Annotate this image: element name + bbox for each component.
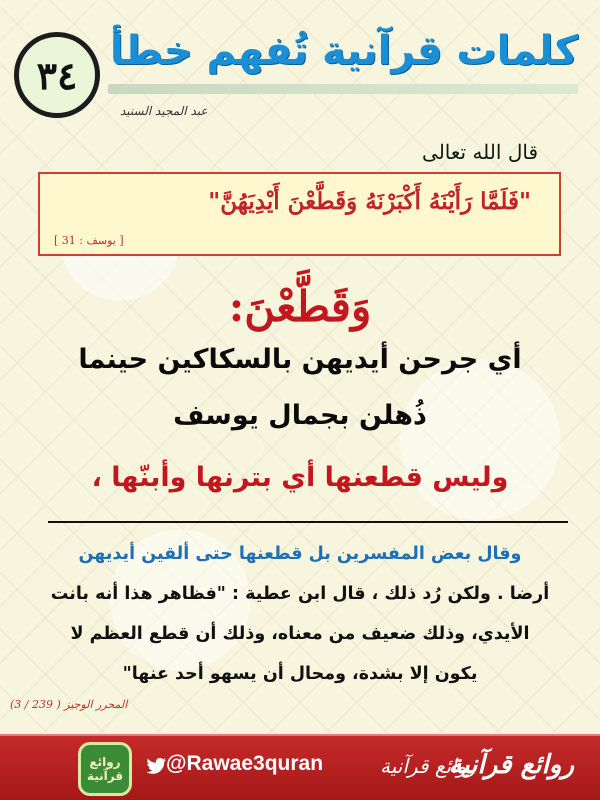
quote-line-2: أرضا . ولكن رُد ذلك ، قال ابن عطية : "فظاهر هذا أنه بانت (50, 584, 550, 604)
brand-name: روائع قرآنية (448, 750, 574, 780)
footer-bar (0, 734, 600, 800)
twitter-handle[interactable]: @Rawae3quran (166, 752, 324, 775)
title-underline (108, 84, 578, 94)
author-name: عبد المجيد السنيد (120, 104, 208, 118)
page-title: كلمات قرآنية تُفهم خطأ (109, 28, 578, 74)
divider (48, 521, 568, 523)
quote-line-3: الأيدي، وذلك ضعيف من معناه، وذلك أن قطع العظم لا (70, 624, 530, 644)
twitter-icon[interactable] (144, 754, 168, 778)
quote-line-1: وقال بعض المفسرين بل قطعنها حتى ألقين أيديهن (78, 544, 522, 564)
number-badge: ٣٤ (14, 32, 100, 118)
quote-line-4: يكون إلا بشدة، ومحال أن يسهو أحد عنها" (122, 664, 478, 684)
verse-reference: [ يوسف : 31 ] (54, 234, 124, 247)
logo-text-2: قرآنية (86, 769, 124, 783)
keyword-heading: وَقَطَّعْنَ: (228, 282, 372, 331)
meaning-line-2: ذُهلن بجمال يوسف (173, 400, 427, 431)
verse-intro: قال الله تعالى (422, 140, 538, 164)
header (0, 12, 600, 122)
scholar-quote (30, 534, 570, 694)
logo-text-1: روائع (89, 755, 121, 769)
meaning-line-3: وليس قطعنها أي بترنها وأبنّها ، (91, 462, 509, 493)
quote-source: المحرر الوجيز ( 239 / 3) (10, 698, 128, 711)
verse-box (38, 172, 561, 256)
brand-name-small: روائع قرآنية (380, 754, 476, 778)
brand-logo[interactable] (78, 742, 132, 796)
verse-text: "فَلَمَّا رَأَيْنَهُ أَكْبَرْنَهُ وَقَطَّعْنَ أَيْدِيَهُنَّ" (208, 188, 531, 215)
meaning-line-1: أي جرحن أيديهن بالسكاكين حينما (78, 344, 522, 375)
